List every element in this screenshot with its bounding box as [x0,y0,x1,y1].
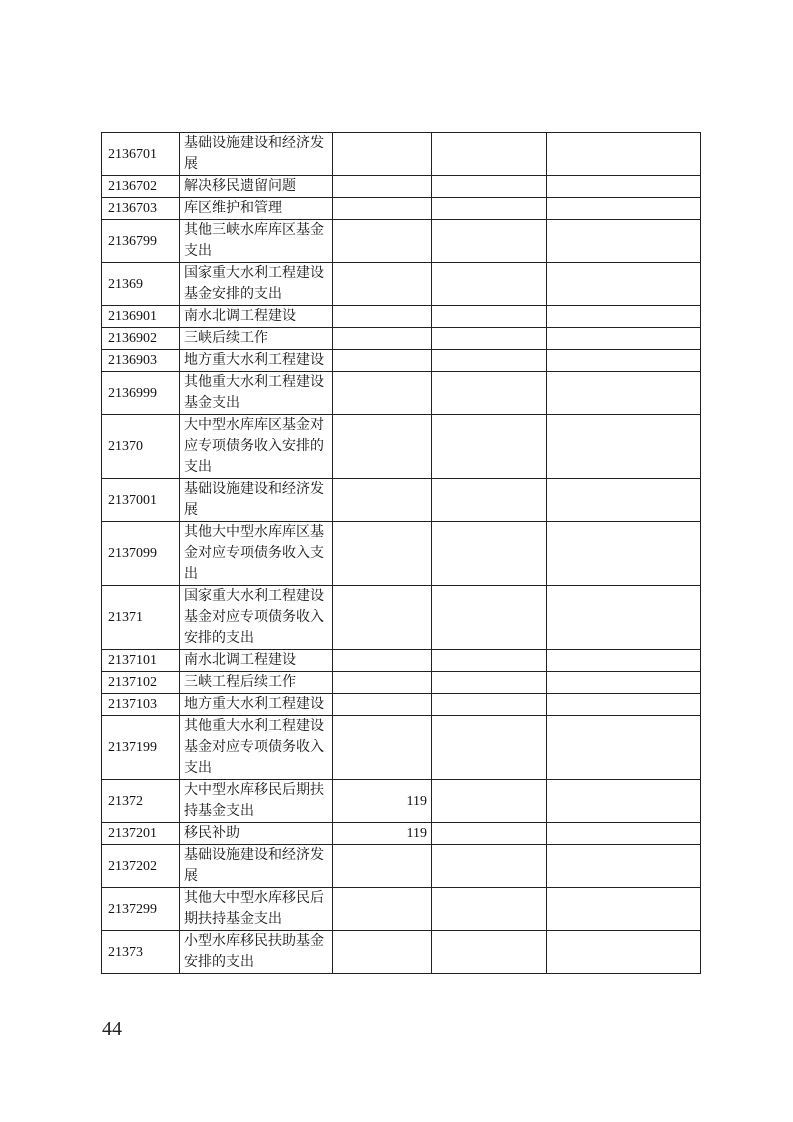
amount-cell [333,694,432,716]
amount-cell: 119 [333,823,432,845]
amount-cell-2 [432,522,547,586]
subject-name-cell: 其他大中型水库库区基金对应专项债务收入支出 [180,522,333,586]
amount-cell [333,931,432,974]
amount-cell [333,176,432,198]
subject-name-cell: 大中型水库移民后期扶持基金支出 [180,780,333,823]
amount-cell [333,479,432,522]
amount-cell-2 [432,220,547,263]
amount-cell-2 [432,888,547,931]
subject-code-cell: 2137102 [102,672,180,694]
amount-cell-2 [432,350,547,372]
subject-code-cell: 2137101 [102,650,180,672]
table-row [102,650,701,672]
amount-cell [333,350,432,372]
subject-name-cell: 库区维护和管理 [180,198,333,220]
amount-cell: 119 [333,780,432,823]
subject-code-cell: 21371 [102,586,180,650]
table-row [102,823,701,845]
amount-cell-3 [547,931,701,974]
amount-cell-2 [432,306,547,328]
subject-code-cell: 2136901 [102,306,180,328]
amount-cell-2 [432,586,547,650]
amount-cell-2 [432,650,547,672]
subject-code-cell: 2137001 [102,479,180,522]
subject-code-cell: 2137199 [102,716,180,780]
subject-name-cell: 其他重大水利工程建设基金支出 [180,372,333,415]
subject-code-cell: 21372 [102,780,180,823]
budget-table [101,132,701,974]
amount-cell [333,306,432,328]
amount-cell [333,198,432,220]
subject-code-cell: 2136903 [102,350,180,372]
amount-cell-2 [432,716,547,780]
amount-cell [333,372,432,415]
amount-cell-3 [547,350,701,372]
amount-cell-2 [432,931,547,974]
subject-name-cell: 基础设施建设和经济发展 [180,845,333,888]
amount-cell [333,888,432,931]
amount-cell-2 [432,372,547,415]
subject-name-cell: 国家重大水利工程建设基金对应专项债务收入安排的支出 [180,586,333,650]
amount-cell-3 [547,479,701,522]
subject-name-cell: 移民补助 [180,823,333,845]
table-row [102,780,701,823]
subject-code-cell: 2137103 [102,694,180,716]
table-row [102,672,701,694]
amount-cell-2 [432,176,547,198]
amount-cell-3 [547,198,701,220]
amount-cell-3 [547,650,701,672]
amount-cell-3 [547,372,701,415]
subject-code-cell: 2136902 [102,328,180,350]
subject-code-cell: 2137099 [102,522,180,586]
subject-code-cell: 21373 [102,931,180,974]
table-row [102,415,701,479]
subject-name-cell: 基础设施建设和经济发展 [180,479,333,522]
table-row [102,350,701,372]
subject-code-cell: 2136703 [102,198,180,220]
amount-cell-2 [432,479,547,522]
table-row [102,888,701,931]
subject-name-cell: 解决移民遗留问题 [180,176,333,198]
amount-cell-3 [547,586,701,650]
subject-name-cell: 南水北调工程建设 [180,650,333,672]
amount-cell-2 [432,672,547,694]
amount-cell [333,263,432,306]
amount-cell-2 [432,845,547,888]
amount-cell-3 [547,263,701,306]
table-row [102,931,701,974]
amount-cell-3 [547,220,701,263]
amount-cell-2 [432,694,547,716]
amount-cell-3 [547,176,701,198]
table-row [102,328,701,350]
amount-cell-2 [432,823,547,845]
table-row [102,479,701,522]
table-row [102,133,701,176]
table-row [102,198,701,220]
table-row [102,372,701,415]
amount-cell [333,650,432,672]
table-row [102,220,701,263]
table-row [102,845,701,888]
subject-name-cell: 其他大中型水库移民后期扶持基金支出 [180,888,333,931]
amount-cell-3 [547,780,701,823]
subject-code-cell: 21370 [102,415,180,479]
amount-cell [333,133,432,176]
amount-cell-3 [547,694,701,716]
subject-code-cell: 2137299 [102,888,180,931]
amount-cell-3 [547,716,701,780]
amount-cell-3 [547,845,701,888]
subject-name-cell: 三峡工程后续工作 [180,672,333,694]
table-row [102,522,701,586]
amount-cell-3 [547,522,701,586]
amount-cell-3 [547,415,701,479]
amount-cell-3 [547,133,701,176]
table-row [102,176,701,198]
subject-code-cell: 2136701 [102,133,180,176]
table-row [102,263,701,306]
subject-code-cell: 2136999 [102,372,180,415]
amount-cell [333,716,432,780]
amount-cell [333,415,432,479]
amount-cell-2 [432,780,547,823]
subject-name-cell: 地方重大水利工程建设 [180,694,333,716]
subject-name-cell: 其他重大水利工程建设基金对应专项债务收入支出 [180,716,333,780]
subject-name-cell: 其他三峡水库库区基金支出 [180,220,333,263]
subject-name-cell: 南水北调工程建设 [180,306,333,328]
subject-code-cell: 2137202 [102,845,180,888]
amount-cell-2 [432,198,547,220]
amount-cell [333,845,432,888]
subject-name-cell: 基础设施建设和经济发展 [180,133,333,176]
subject-name-cell: 国家重大水利工程建设基金安排的支出 [180,263,333,306]
amount-cell-2 [432,133,547,176]
amount-cell [333,220,432,263]
amount-cell [333,586,432,650]
amount-cell-2 [432,328,547,350]
table-row [102,716,701,780]
amount-cell-3 [547,888,701,931]
subject-code-cell: 2137201 [102,823,180,845]
table-body [102,133,701,974]
amount-cell-3 [547,328,701,350]
subject-code-cell: 2136702 [102,176,180,198]
subject-name-cell: 大中型水库库区基金对应专项债务收入安排的支出 [180,415,333,479]
table-row [102,306,701,328]
amount-cell-2 [432,415,547,479]
amount-cell [333,522,432,586]
table-row [102,694,701,716]
amount-cell [333,672,432,694]
amount-cell-3 [547,823,701,845]
amount-cell [333,328,432,350]
subject-code-cell: 21369 [102,263,180,306]
amount-cell-3 [547,672,701,694]
subject-name-cell: 地方重大水利工程建设 [180,350,333,372]
table-row [102,586,701,650]
amount-cell-3 [547,306,701,328]
subject-name-cell: 小型水库移民扶助基金安排的支出 [180,931,333,974]
subject-name-cell: 三峡后续工作 [180,328,333,350]
subject-code-cell: 2136799 [102,220,180,263]
amount-cell-2 [432,263,547,306]
page-number: 44 [102,1018,122,1040]
